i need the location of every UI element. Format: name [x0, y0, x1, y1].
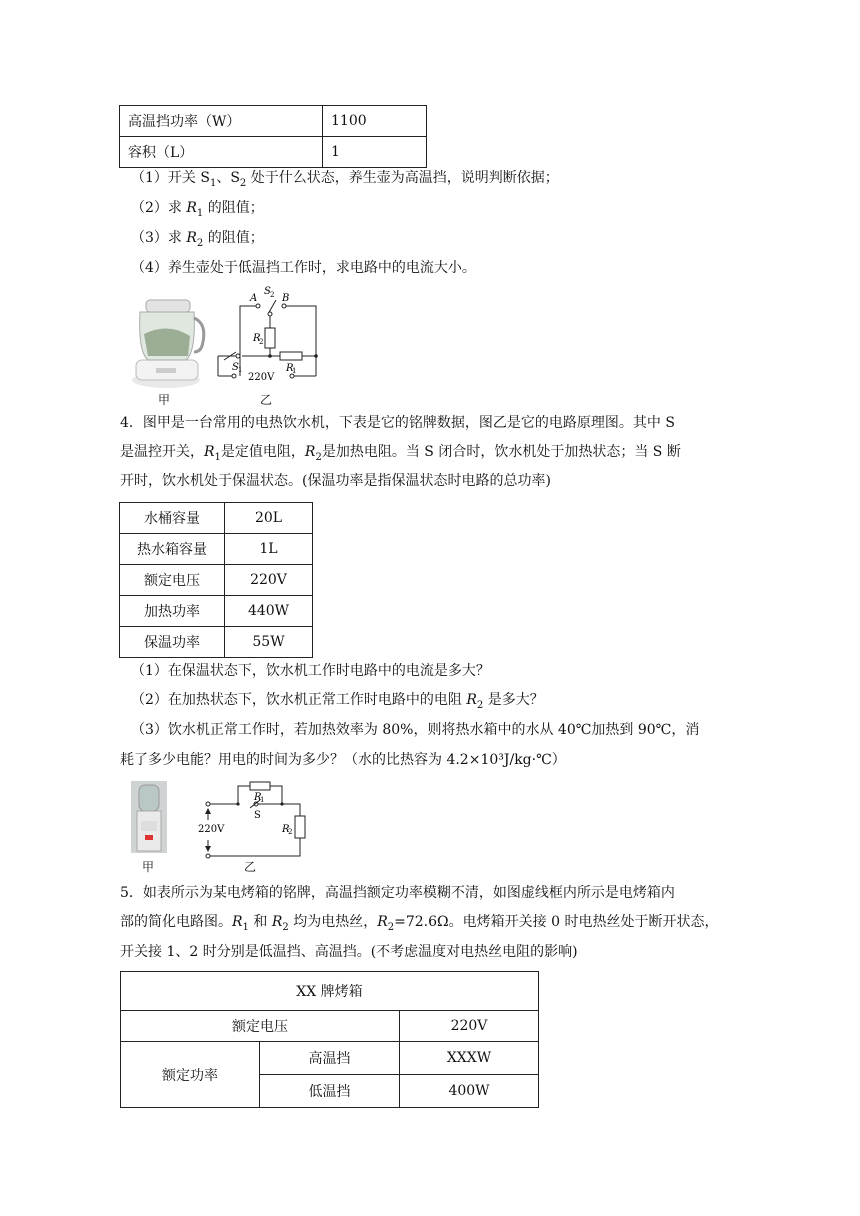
table-cell: 加热功率	[120, 596, 225, 627]
table-cell: 高温挡	[260, 1042, 400, 1075]
table-cell: 440W	[225, 596, 313, 627]
table-cell: 高温挡功率（W）	[120, 106, 323, 137]
table-cell: 额定电压	[121, 1011, 400, 1042]
subscript: 2	[315, 451, 322, 463]
label-r2-sub: 2	[288, 828, 293, 836]
subscript: 1	[196, 207, 204, 219]
table-row	[120, 503, 313, 534]
text: （1）开关 S	[131, 170, 210, 186]
q3-sub4: （4）养生壶处于低温挡工作时，求电路中的电流大小。	[131, 260, 476, 276]
label-r2: R	[282, 824, 290, 835]
table-cell: 20L	[225, 503, 313, 534]
spec-table-1	[119, 105, 427, 168]
label-r1: R	[286, 363, 294, 374]
q4-sub2	[131, 690, 544, 716]
text: 、S	[216, 170, 240, 186]
table-row	[121, 1042, 539, 1075]
text: 是定值电阻，	[220, 444, 305, 460]
var-r: R	[186, 230, 197, 246]
q4-sub3-line2: 耗了多少电能？用电的时间为多少？（水的比热容为 4.2×10³J/kg·℃）	[120, 752, 566, 768]
q3-sub3	[131, 228, 264, 254]
subscript: 1	[209, 177, 217, 189]
subscript: 2	[196, 237, 204, 249]
q4-line3: 开时，饮水机处于保温状态。(保温功率是指保温状态时电路的总功率)	[120, 473, 551, 489]
text: 部的简化电路图。	[120, 914, 232, 930]
q4-sub3-line1: （3）饮水机正常工作时，若加热效率为 80%，则将热水箱中的水从 40℃加热到 90℃，消	[131, 722, 700, 738]
q5-line2	[120, 912, 718, 938]
table-cell: 220V	[400, 1011, 539, 1042]
text: 是多大？	[483, 692, 544, 708]
subscript: 1	[242, 921, 249, 933]
text: 是加热电阻。当 S 闭合时，饮水机处于加热状态；当 S 断	[321, 444, 681, 460]
label-r2-sub: 2	[259, 338, 264, 346]
text: 的阻值；	[203, 200, 264, 216]
caption-yi: 乙	[260, 393, 273, 407]
label-s2-sub: 2	[270, 291, 275, 299]
oven-spec-table	[120, 971, 539, 1108]
text: （3）求	[131, 230, 187, 246]
q3-sub1	[131, 168, 559, 194]
subscript: 2	[282, 921, 289, 933]
text: （2）在加热状态下，饮水机正常工作时电路中的电阻	[131, 692, 467, 708]
label-b: B	[282, 293, 290, 304]
text: （2）求	[131, 200, 187, 216]
table-row	[120, 137, 427, 168]
var-r: R	[271, 914, 283, 930]
caption-jia: 甲	[158, 393, 171, 407]
table-cell: 400W	[400, 1075, 539, 1108]
table-cell: 1	[323, 137, 427, 168]
circuit-diagram-yi	[194, 776, 312, 860]
label-r1: R	[254, 792, 262, 803]
subscript: 1	[214, 451, 221, 463]
table-cell: 低温挡	[260, 1075, 400, 1108]
text: 处于什么状态，养生壶为高温挡，说明判断依据；	[246, 170, 559, 186]
table-cell: 水桶容量	[120, 503, 225, 534]
table-cell: 1100	[323, 106, 427, 137]
label-voltage: 220V	[248, 372, 275, 383]
text: =72.6Ω。电烤箱开关接 0 时电热丝处于断开状态，	[394, 914, 719, 930]
table-cell: XXXW	[400, 1042, 539, 1075]
table-cell: 额定功率	[121, 1042, 260, 1108]
table-cell: 容积（L）	[120, 137, 323, 168]
var-r: R	[377, 914, 388, 930]
table-cell: 额定电压	[120, 565, 225, 596]
q3-sub2	[131, 198, 264, 224]
q4-line1: 4．图甲是一台常用的电热饮水机，下表是它的铭牌数据，图乙是它的电路原理图。其中 S	[120, 415, 675, 431]
table-cell: 55W	[225, 627, 313, 658]
table-row	[120, 534, 313, 565]
water-dispenser-image	[131, 781, 167, 853]
table-row	[120, 627, 313, 658]
label-a: A	[250, 293, 258, 304]
label-s2: S	[264, 286, 271, 297]
label-r1-sub: 1	[292, 367, 297, 375]
q4-line2	[120, 442, 681, 468]
subscript: 2	[387, 921, 395, 933]
table-cell: 保温功率	[120, 627, 225, 658]
subscript: 2	[476, 699, 484, 711]
table-row	[120, 106, 427, 137]
label-s: S	[254, 810, 261, 821]
kettle-image	[128, 292, 208, 392]
label-s1-sub: 1	[238, 366, 243, 374]
spec-table-2	[119, 502, 313, 658]
table-cell: 1L	[225, 534, 313, 565]
q4-sub1: （1）在保温状态下，饮水机工作时电路中的电流是多大？	[131, 663, 490, 679]
label-voltage: 220V	[198, 824, 225, 835]
table-cell: 热水箱容量	[120, 534, 225, 565]
var-r: R	[232, 914, 243, 930]
label-r1-sub: 1	[260, 796, 265, 804]
var-r: R	[204, 444, 215, 460]
table-row	[121, 1011, 539, 1042]
table-title: XX 牌烤箱	[121, 972, 539, 1011]
text: 是温控开关，	[120, 444, 204, 460]
q5-line1: 5．如表所示为某电烤箱的铭牌，高温挡额定功率模糊不清，如图虚线框内所示是电烤箱内	[120, 885, 675, 901]
label-r2: R	[253, 333, 261, 344]
text: 和	[248, 914, 272, 930]
subscript: 2	[239, 177, 247, 189]
var-r: R	[304, 444, 316, 460]
q5-line3: 开关接 1、2 时分别是低温挡、高温挡。(不考虑温度对电热丝电阻的影响)	[120, 944, 578, 960]
text: 的阻值；	[203, 230, 264, 246]
table-row	[120, 596, 313, 627]
var-r: R	[466, 692, 477, 708]
caption-jia: 甲	[142, 860, 155, 874]
var-r: R	[186, 200, 197, 216]
table-row	[121, 972, 539, 1011]
table-row	[120, 565, 313, 596]
circuit-diagram-yi	[210, 284, 330, 388]
text: 均为电热丝，	[288, 914, 378, 930]
table-cell: 220V	[225, 565, 313, 596]
label-s1: S	[232, 362, 239, 373]
caption-yi: 乙	[244, 860, 257, 874]
